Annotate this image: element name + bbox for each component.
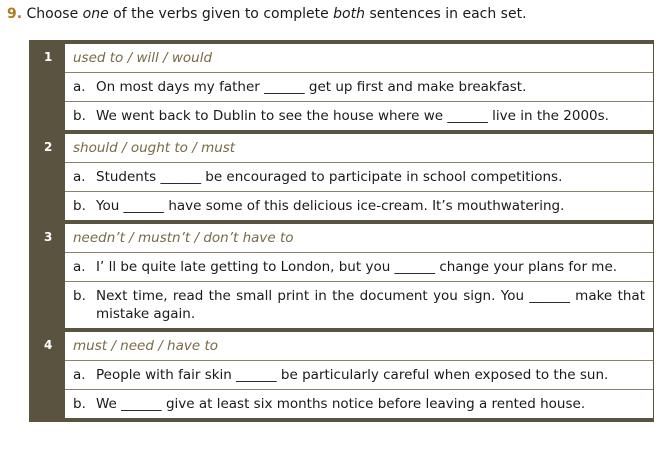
set-number: 1 — [29, 44, 65, 130]
sentence-a — [65, 361, 653, 390]
sentence-label: b. — [73, 396, 86, 412]
exercise-number: 9. — [7, 6, 23, 22]
sentence-label: a. — [73, 169, 86, 185]
verb-options: must / need / have to — [65, 332, 653, 361]
sentence-text: Next time, read the small print in the document you sign. You ______ make that mistake again. — [96, 288, 645, 322]
sentence-label: a. — [73, 79, 86, 95]
sentence-a — [65, 73, 653, 102]
set-1 — [29, 40, 654, 134]
set-3 — [29, 224, 654, 332]
sentence-label: b. — [73, 108, 86, 124]
sentence-text: On most days my father ______ get up first and make breakfast. — [96, 79, 527, 95]
exercise-table — [29, 40, 654, 422]
verb-options: should / ought to / must — [65, 134, 653, 163]
verb-options: needn’t / mustn’t / don’t have to — [65, 224, 653, 253]
sentence-text: You ______ have some of this delicious ice-cream. It’s mouthwatering. — [96, 198, 565, 214]
instruction-text-3: sentences in each set. — [365, 6, 527, 22]
sentence-b — [65, 102, 653, 130]
verb-options: used to / will / would — [65, 44, 653, 73]
instruction — [7, 5, 527, 23]
instruction-text-1: Choose — [26, 6, 83, 22]
sentence-text: Students ______ be encouraged to participate in school competitions. — [96, 169, 563, 185]
sentence-text: We went back to Dublin to see the house where we ______ live in the 2000s. — [96, 108, 609, 124]
sentence-b — [65, 282, 653, 328]
sentence-b — [65, 192, 653, 220]
sentence-a — [65, 163, 653, 192]
set-number: 3 — [29, 224, 65, 328]
instruction-emphasis-both: both — [333, 6, 365, 22]
sentence-label: a. — [73, 259, 86, 275]
instruction-emphasis-one: one — [82, 6, 109, 22]
set-2 — [29, 134, 654, 224]
sentence-text: We ______ give at least six months notice before leaving a rented house. — [96, 396, 586, 412]
instruction-text-2: of the verbs given to complete — [108, 6, 334, 22]
set-number: 4 — [29, 332, 65, 418]
sentence-text: People with fair skin ______ be particularly careful when exposed to the sun. — [96, 367, 609, 383]
sentence-label: a. — [73, 367, 86, 383]
sentence-b — [65, 390, 653, 418]
sentence-text: I’ ll be quite late getting to London, but you ______ change your plans for me. — [96, 259, 618, 275]
set-number: 2 — [29, 134, 65, 220]
sentence-label: b. — [73, 198, 86, 214]
set-4 — [29, 332, 654, 422]
sentence-a — [65, 253, 653, 282]
sentence-label: b. — [73, 288, 86, 304]
